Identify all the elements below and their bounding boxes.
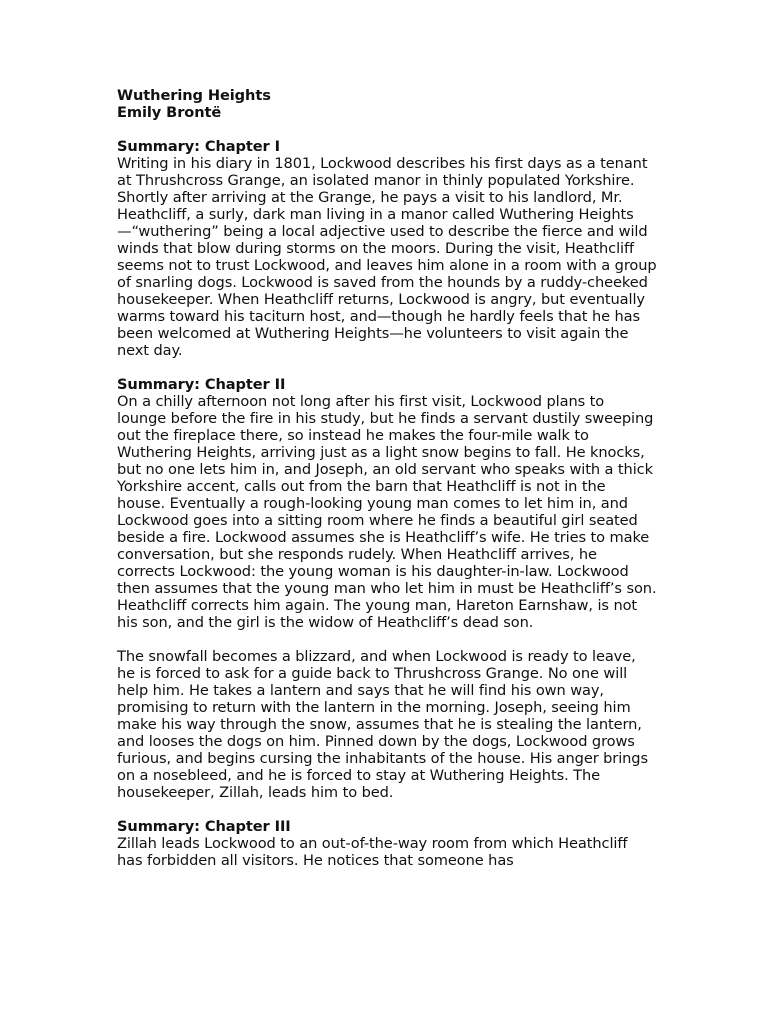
paragraph: Zillah leads Lockwood to an out-of-the-way room from which Heathcliff has forbidden all visitors. He notices that someone has bbox=[117, 835, 628, 869]
document-title: Wuthering Heights bbox=[117, 87, 271, 104]
section-heading-chapter-3: Summary: Chapter III bbox=[117, 818, 291, 835]
document-author: Emily Brontë bbox=[117, 104, 222, 121]
paragraph: The snowfall becomes a blizzard, and when Lockwood is ready to leave, he is forced to ask for a guide back to Thrushcross Grange. No one will help him. He takes a lantern and says that he will find his own way, promising to return with the lantern in the morning. Joseph, seeing him make his way through the snow, assumes that he is stealing the lantern, and looses the dogs on him. Pinned down by the dogs, Lockwood grows furious, and begins cursing the inhabitants of the house. His anger brings on a nosebleed, and he is forced to stay at Wuthering Heights. The housekeeper, Zillah, leads him to bed. bbox=[117, 648, 648, 801]
section-heading-chapter-2: Summary: Chapter II bbox=[117, 376, 286, 393]
section-heading-chapter-1: Summary: Chapter I bbox=[117, 138, 280, 155]
spacer bbox=[117, 121, 657, 138]
spacer bbox=[117, 801, 657, 818]
paragraph: On a chilly afternoon not long after his first visit, Lockwood plans to lounge before the fire in his study, but he finds a servant dustily sweeping out the fireplace there, so instead he makes the four-mile walk to Wuthering Heights, arriving just as a light snow begins to fall. He knocks, but no one lets him in, and Joseph, an old servant who speaks with a thick Yorkshire accent, calls out from the barn that Heathcliff is not in the house. Eventually a rough-looking young man comes to let him in, and Lockwood goes into a sitting room where he finds a beautiful girl seated beside a fire. Lockwood assumes she is Heathcliff’s wife. He tries to make conversation, but she responds rudely. When Heathcliff arrives, he corrects Lockwood: the young woman is his daughter-in-law. Lockwood then assumes that the young man who let him in must be Heathcliff’s son. Heathcliff corrects him again. The young man, Hareton Earnshaw, is not his son, and the girl is the widow of Heathcliff’s dead son. bbox=[117, 393, 657, 631]
spacer bbox=[117, 359, 657, 376]
document-page bbox=[117, 87, 657, 869]
spacer bbox=[117, 631, 657, 648]
paragraph: Writing in his diary in 1801, Lockwood describes his first days as a tenant at Thrushcross Grange, an isolated manor in thinly populated Yorkshire. Shortly after arriving at the Grange, he pays a visit to his landlord, Mr. Heathcliff, a surly, dark man living in a manor called Wuthering Heights—“wuthering” being a local adjective used to describe the fierce and wild winds that blow during storms on the moors. During the visit, Heathcliff seems not to trust Lockwood, and leaves him alone in a room with a group of snarling dogs. Lockwood is saved from the hounds by a ruddy-cheeked housekeeper. When Heathcliff returns, Lockwood is angry, but eventually warms toward his taciturn host, and—though he hardly feels that he has been welcomed at Wuthering Heights—he volunteers to visit again the next day. bbox=[117, 155, 657, 359]
